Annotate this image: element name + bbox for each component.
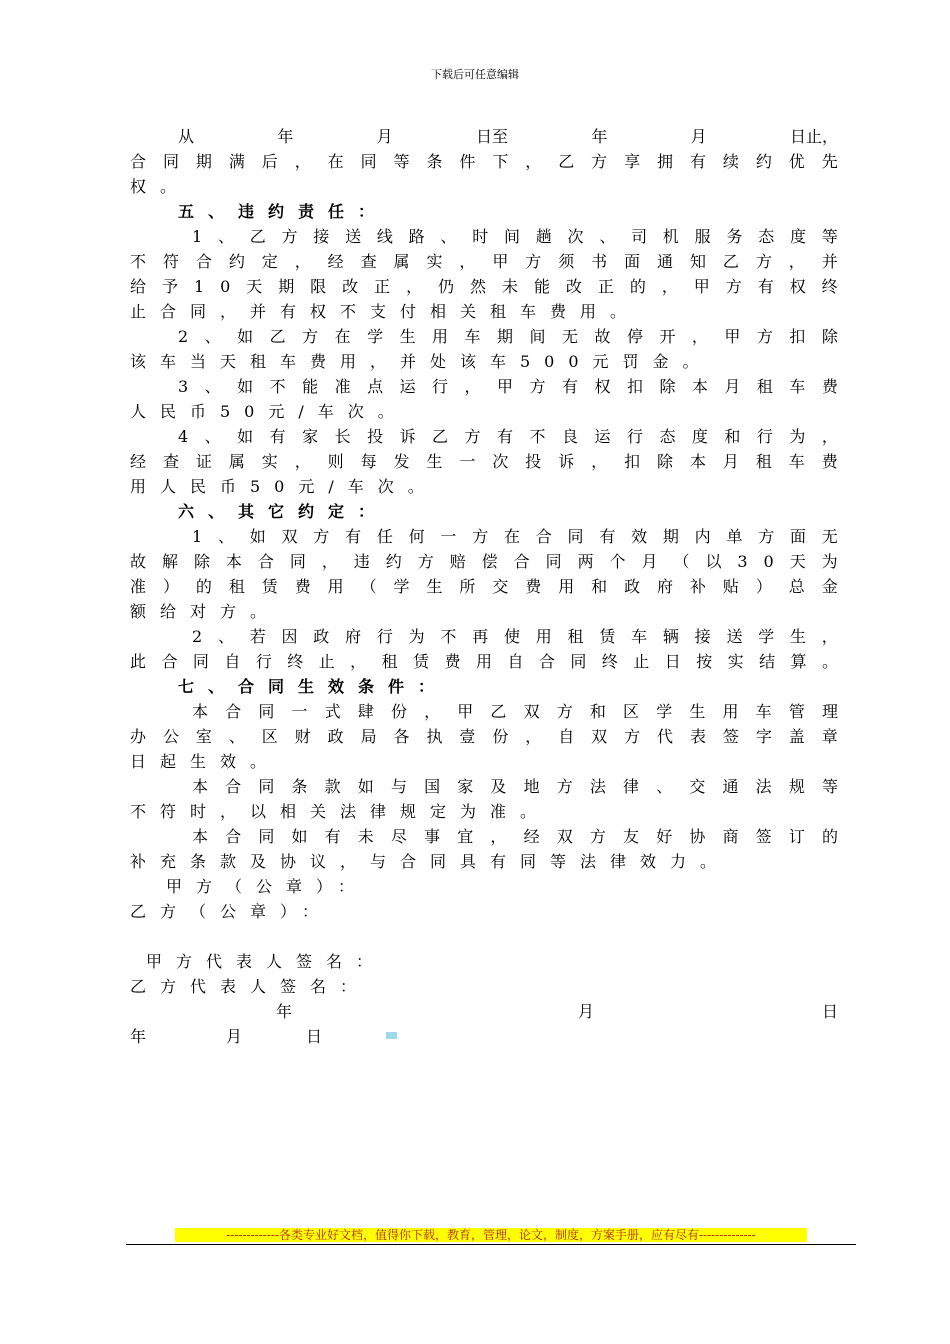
contract-line: 额给对方。 [130, 602, 281, 621]
contract-line: 准 ） 的 租 赁 费 用 （ 学 生 所 交 费 用 和 政 府 补 贴 ） 总 金 [130, 577, 838, 596]
contract-line: 经 查 证 属 实 ， 则 每 发 生 一 次 投 诉 ， 扣 除 本 月 租 车 费 [130, 452, 838, 471]
contract-line: 给 予 1 0 天 期 限 改 正 ， 仍 然 未 能 改 正 的 ， 甲 方 有 权 终 [130, 277, 838, 296]
contract-line: 乙方（公章）： [130, 902, 333, 921]
contract-line: 不符时，以相关法律规定为准。 [130, 802, 551, 821]
contract-line: 本 合 同 如 有 未 尽 事 宜 ， 经 双 方 友 好 协 商 签 订 的 [192, 827, 838, 846]
contract-line: 人民币50元/车次。 [130, 402, 408, 421]
contract-line: 六、其它约定： [178, 502, 389, 521]
contract-line: 此 合 同 自 行 终 止 ， 租 赁 费 用 自 合 同 终 止 日 按 实 结 算 。 [130, 652, 838, 671]
contract-line: 本 合 同 一 式 肆 份 ， 甲 乙 双 方 和 区 学 生 用 车 管 理 [192, 702, 838, 721]
contract-line: 1 、 如 双 方 有 任 何 一 方 在 合 同 有 效 期 内 单 方 面 无 [192, 527, 838, 546]
contract-line: 办 公 室 、 区 财 政 局 各 执 壹 份 ， 自 双 方 代 表 签 字 盖 章 [130, 727, 838, 746]
contract-line: 补充条款及协议，与合同具有同等法律效力。 [130, 852, 731, 871]
contract-text [130, 124, 838, 999]
contract-line: 从 年 月 日至 年 月 日止， [178, 127, 838, 146]
contract-line: 2 、 如 乙 方 在 学 生 用 车 期 间 无 故 停 开 ， 甲 方 扣 除 [178, 327, 838, 346]
contract-line: 该车当天租车费用，并处该车500元罚金。 [130, 352, 713, 371]
contract-line: 合 同 期 满 后 ， 在 同 等 条 件 下 ， 乙 方 享 拥 有 续 约 优 先 [130, 152, 838, 171]
contract-line: 甲方（公章）： [166, 877, 369, 896]
contract-line: 日起生效。 [130, 752, 281, 771]
highlight-marker [386, 1032, 397, 1039]
date-field-label: 年 [130, 1027, 147, 1046]
date-field-label: 月 [578, 1002, 595, 1021]
contract-line [130, 924, 838, 949]
footer-banner: -------------各类专业好文档，值得你下载，教育，管理，论文，制度，方案手册，应有尽有-------------- [175, 1228, 807, 1242]
contract-line: 止合同，并有权不支付相关租车费用。 [130, 302, 641, 321]
contract-line: 故 解 除 本 合 同 ， 违 约 方 赔 偿 合 同 两 个 月 （ 以 3 0 天 为 [130, 552, 838, 571]
contract-line: 用人民币50元/车次。 [130, 477, 438, 496]
contract-line: 2 、 若 因 政 府 行 为 不 再 使 用 租 赁 车 辆 接 送 学 生 ， [192, 627, 838, 646]
date-field-label: 日 [306, 1027, 323, 1046]
contract-line: 不 符 合 约 定 ， 经 查 属 实 ， 甲 方 须 书 面 通 知 乙 方 ， 并 [130, 252, 838, 271]
contract-line: 4 、 如 有 家 长 投 诉 乙 方 有 不 良 运 行 态 度 和 行 为 ， [178, 427, 838, 446]
signature-date-block [130, 999, 838, 1049]
page-header: 下载后可任意编辑 [431, 68, 519, 81]
contract-line: 五、违约责任： [178, 202, 389, 221]
contract-line: 甲方代表人签名： [146, 952, 387, 971]
date-field-label: 日 [822, 1002, 839, 1021]
date-field-label: 月 [226, 1027, 243, 1046]
date-row [130, 999, 838, 1024]
contract-line: 权。 [130, 177, 191, 196]
footer-divider [126, 1244, 856, 1245]
contract-body [130, 124, 838, 1049]
contract-line: 七、合同生效条件： [178, 677, 449, 696]
date-row [130, 1024, 838, 1049]
contract-line: 1 、 乙 方 接 送 线 路 、 时 间 趟 次 、 司 机 服 务 态 度 等 [192, 227, 838, 246]
contract-line: 3 、 如 不 能 准 点 运 行 ， 甲 方 有 权 扣 除 本 月 租 车 费 [178, 377, 838, 396]
contract-line: 本 合 同 条 款 如 与 国 家 及 地 方 法 律 、 交 通 法 规 等 [192, 777, 838, 796]
contract-line: 乙方代表人签名： [130, 977, 371, 996]
date-field-label: 年 [276, 1002, 293, 1021]
